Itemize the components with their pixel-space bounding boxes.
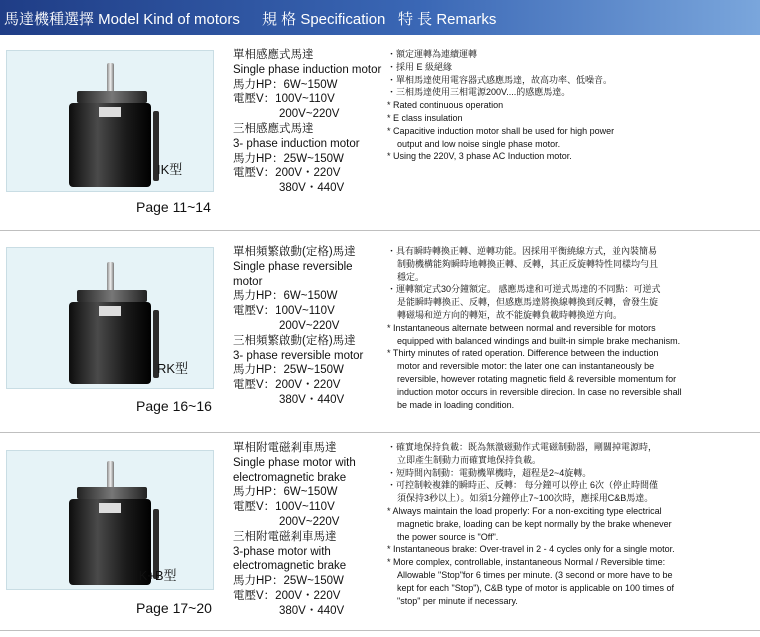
remark-line: ・具有瞬時轉換正轉、逆轉功能。因採用平衡繞線方式，並內裝簡易 — [387, 246, 658, 256]
remark-line: * E class insulation — [387, 112, 463, 123]
remark-line: Allowable "Stop"for 6 times per minute. (3 second or more have to be — [397, 569, 673, 580]
spec-line: 電壓V：200V・220V — [233, 379, 341, 392]
spec-line: 馬力HP：25W~150W — [233, 152, 344, 165]
page-ref-ik: Page 11~14 — [136, 199, 211, 215]
remark-line: ・運轉額定式30分鐘額定。 感應馬達和可逆式馬達的不同點：可逆式 — [387, 284, 661, 295]
spec-line: 電壓V：100V~110V — [233, 93, 335, 106]
row-divider — [0, 230, 760, 231]
remark-line: * Instantaneous alternate between normal and reversible for motors — [387, 322, 656, 333]
spec-line: electromagnetic brake — [233, 471, 347, 484]
type-label-ikb: IK+B型 — [135, 568, 177, 583]
spec-line: 馬力HP：6W~150W — [233, 486, 338, 499]
remark-line: ・可控制較複雜的瞬時正、反轉： 每分鐘可以停止 6次（停止時間僅 — [387, 480, 659, 491]
spec-line: 3- phase induction motor — [233, 137, 360, 150]
motor-shaft — [107, 461, 114, 489]
remark-line: ・單相馬達使用電容器式感應馬達，故高功率、低噪音。 — [387, 74, 613, 85]
spec-line: 馬力HP：25W~150W — [233, 575, 344, 588]
motor-shaft — [107, 262, 114, 292]
spec-line: Single phase reversible — [233, 260, 353, 273]
remark-line: * Rated continuous operation — [387, 100, 504, 111]
remark-line: * Thirty minutes of rated operation. Difference between the induction — [387, 348, 659, 359]
spec-line: 200V~220V — [279, 515, 340, 528]
remark-line: ・額定運轉為連續運轉 — [387, 49, 478, 59]
spec-line: 電壓V：100V~110V — [233, 501, 335, 514]
remark-line: 制動機構能夠瞬時地轉換正轉、反轉，其正反旋轉特性同樣均勻且 — [397, 258, 659, 269]
spec-line: Single phase motor with — [233, 456, 356, 469]
remark-line: 穩定。 — [397, 271, 425, 282]
spec-line: 馬力HP：6W~150W — [233, 78, 338, 91]
spec-line: motor — [233, 275, 263, 288]
motor-flange — [77, 290, 147, 302]
remark-line: output and low noise single phase motor. — [397, 138, 561, 149]
remark-line: * More complex, controllable, instantaneous Normal / Reversible time: — [387, 557, 666, 568]
page-ref-rk: Page 16~16 — [136, 398, 212, 414]
remark-line: motor and reversible motor: the later one can instantaneously be — [397, 361, 655, 372]
remarks-heading: 特 長 Remarks — [398, 11, 497, 28]
remark-line: * Capacitive induction motor shall be used for high power — [387, 125, 615, 136]
remark-line: * Always maintain the load properly: For a non-exciting type electrical — [387, 505, 662, 516]
remark-line: 立即產生制動力而確實地保持負載。 — [397, 454, 542, 465]
remark-line: kept for each "Stop"), C&B type of motor is applicable on 100 times of — [397, 582, 675, 593]
remark-line: * Using the 220V, 3 phase AC Induction motor. — [387, 151, 572, 162]
spec-block-ikb — [233, 441, 383, 619]
spec-line: 三相感應式馬達 — [233, 122, 314, 135]
remark-line: ・短時間內制動：電動機單機時，超程是2~4旋轉。 — [387, 467, 592, 478]
remark-line: "stop" per minute if necessary. — [397, 595, 518, 606]
remarks-block-rk — [387, 245, 709, 411]
type-label-rk: RK型 — [157, 361, 189, 376]
spec-line: 380V・440V — [279, 182, 345, 195]
spec-line: electromagnetic brake — [233, 560, 347, 573]
remarks-block-ikb — [387, 441, 709, 607]
spec-line: 200V~220V — [279, 319, 340, 332]
spec-line: 3-phase motor with — [233, 545, 331, 558]
remark-line: equipped with balanced windings and built-in simple brake mechanism. — [397, 335, 681, 346]
spec-line: 三相頻繁啟動(定格)馬達 — [233, 334, 356, 347]
remark-line: the power source is "Off". — [397, 531, 499, 542]
spec-block-rk — [233, 245, 383, 408]
motor-nameplate — [99, 503, 121, 513]
specification-heading: 規 格 Specification — [262, 11, 386, 28]
motor-flange — [77, 91, 147, 103]
row-divider — [0, 630, 760, 631]
remark-line: ・確實地保持負載：既為無激磁動作式電磁制動器，剛關掉電源時， — [387, 442, 658, 452]
spec-line: 200V~220V — [279, 108, 340, 121]
page-ref-ikb: Page 17~20 — [136, 600, 212, 616]
model-kind-heading: 馬達機種選擇 Model Kind of motors — [4, 11, 240, 28]
motor-nameplate — [99, 306, 121, 316]
remarks-block-ik — [387, 48, 709, 163]
spec-line: 380V・440V — [279, 393, 345, 406]
motor-photo-rk — [6, 247, 214, 389]
type-label-ik: IK型 — [157, 162, 183, 177]
section-header — [0, 0, 760, 35]
spec-line: 單相附電磁剎車馬達 — [233, 442, 337, 454]
motor-nameplate — [99, 107, 121, 117]
spec-block-ik — [233, 48, 383, 196]
remark-line: 是能瞬時轉換正、反轉，但感應馬達將換線轉換到反轉，會發生旋 — [397, 297, 659, 308]
remark-line: reversible, however rotating magnetic field & reversible momentum for — [397, 373, 677, 384]
remark-line: ・採用 E 級絕緣 — [387, 61, 453, 72]
spec-line: 380V・440V — [279, 604, 345, 617]
spec-line: Single phase induction motor — [233, 63, 382, 76]
remark-line: be made in loading condition. — [397, 399, 515, 410]
spec-line: 三相附電磁剎車馬達 — [233, 530, 337, 543]
remark-line: ・三相馬達使用三相電源200V....的感應馬達。 — [387, 87, 571, 98]
motor-flange — [77, 487, 147, 499]
spec-line: 單相感應式馬達 — [233, 49, 314, 61]
remark-line: 轉磁場和逆方向的轉矩，故不能旋轉負載時轉換逆方向。 — [397, 309, 623, 320]
motor-shaft — [107, 63, 114, 93]
spec-line: 3- phase reversible motor — [233, 349, 364, 362]
spec-line: 電壓V：100V~110V — [233, 305, 335, 318]
motor-photo-ik — [6, 50, 214, 192]
remark-line: * Instantaneous brake: Over-travel in 2 - 4 cycles only for a single motor. — [387, 544, 675, 555]
motor-photo-ikb — [6, 450, 214, 590]
remark-line: induction motor occurs in reversible direcion. In case no reversible shall — [397, 386, 682, 397]
row-divider — [0, 432, 760, 433]
spec-line: 馬力HP：6W~150W — [233, 290, 338, 303]
spec-line: 電壓V：200V・220V — [233, 167, 341, 180]
spec-line: 單相頻繁啟動(定格)馬達 — [233, 246, 356, 258]
remark-line: 須保持3秒以上）。如須1分鐘停止7~100次時，應採用C&B馬達。 — [397, 493, 654, 504]
spec-line: 電壓V：200V・220V — [233, 589, 341, 602]
remark-line: magnetic brake, loading can be kept normally by the brake whenever — [397, 518, 672, 529]
spec-line: 馬力HP：25W~150W — [233, 364, 344, 377]
